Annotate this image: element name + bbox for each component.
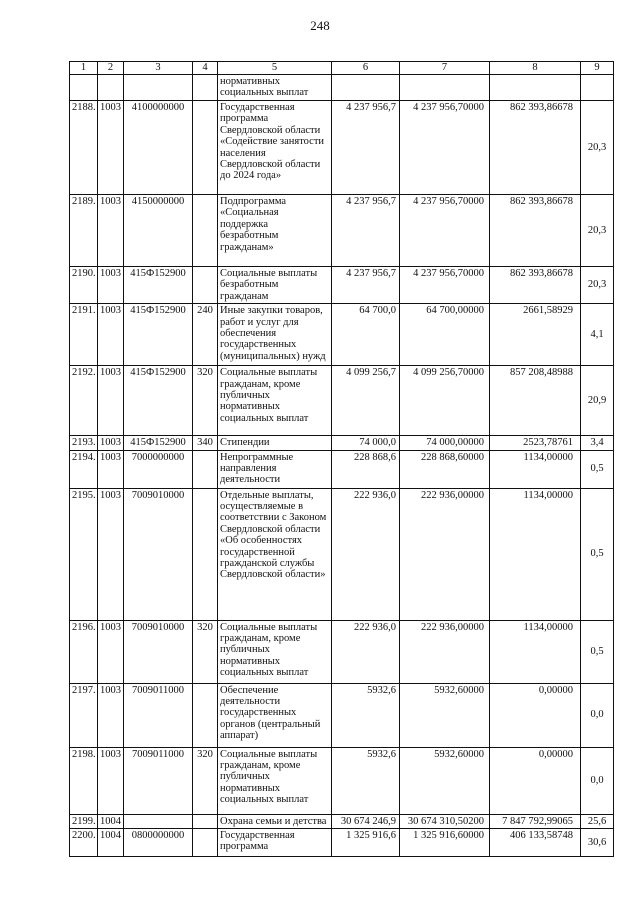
table-row [70, 101, 614, 195]
table-cell-c1: 2191. [70, 304, 98, 366]
table-cell-c9: 3,4 [581, 436, 614, 450]
table-cell-c3 [124, 814, 193, 828]
table-row [70, 267, 614, 304]
table-cell-c8: 862 393,86678 [490, 195, 581, 267]
budget-table [69, 61, 614, 857]
table-cell-c9: 20,3 [581, 267, 614, 304]
table-cell-c1: 2197. [70, 683, 98, 747]
table-row [70, 620, 614, 683]
table-cell-c1: 2195. [70, 488, 98, 620]
table-cell-c6: 74 000,0 [332, 436, 400, 450]
table-cell-c6: 4 099 256,7 [332, 366, 400, 436]
table-cell-c4 [193, 101, 218, 195]
table-cell-c3: 415Ф152900 [124, 436, 193, 450]
table-cell-c2: 1003 [98, 366, 124, 436]
table-cell-c5: Государственная программа Свердловской области «Содействие занятости населения Свердловской области до 2024 года» [218, 101, 332, 195]
table-cell-c8: 1134,00000 [490, 620, 581, 683]
table-cell-c4: 340 [193, 436, 218, 450]
header-col-5: 5 [218, 62, 332, 75]
table-body [70, 75, 614, 857]
table-cell-c1: 2188. [70, 101, 98, 195]
table-row [70, 683, 614, 747]
table-cell-c6 [332, 75, 400, 101]
table-cell-c4 [193, 814, 218, 828]
table-cell-c2: 1003 [98, 450, 124, 488]
table-cell-c1: 2190. [70, 267, 98, 304]
table-row [70, 829, 614, 857]
page-number: 248 [310, 18, 330, 33]
table-cell-c8: 2523,78761 [490, 436, 581, 450]
table-cell-c3 [124, 75, 193, 101]
table-cell-c2: 1003 [98, 304, 124, 366]
table-cell-c8 [490, 75, 581, 101]
header-col-3: 3 [124, 62, 193, 75]
table-cell-c5: Непрограммные направления деятельности [218, 450, 332, 488]
table-cell-c3: 415Ф152900 [124, 366, 193, 436]
table-cell-c5: нормативных социальных выплат [218, 75, 332, 101]
table-cell-c1: 2200. [70, 829, 98, 857]
table-cell-c6: 64 700,0 [332, 304, 400, 366]
table-row [70, 436, 614, 450]
table-cell-c2: 1003 [98, 195, 124, 267]
table-cell-c2: 1003 [98, 488, 124, 620]
table-cell-c2: 1004 [98, 829, 124, 857]
table-cell-c4: 320 [193, 620, 218, 683]
table-cell-c4 [193, 267, 218, 304]
table-cell-c9: 0,5 [581, 450, 614, 488]
table-cell-c6: 4 237 956,7 [332, 195, 400, 267]
table-cell-c6: 1 325 916,6 [332, 829, 400, 857]
table-cell-c7: 74 000,00000 [400, 436, 490, 450]
table-cell-c6: 30 674 246,9 [332, 814, 400, 828]
header-col-9: 9 [581, 62, 614, 75]
table-cell-c1: 2189. [70, 195, 98, 267]
table-cell-c6: 5932,6 [332, 747, 400, 814]
table-row [70, 814, 614, 828]
header-col-1: 1 [70, 62, 98, 75]
table-cell-c2 [98, 75, 124, 101]
table-cell-c5: Отдельные выплаты, осуществляемые в соответствии с Законом Свердловской области «Об особенностях государственной гражданской службы Свердловской области» [218, 488, 332, 620]
table-cell-c3: 7009011000 [124, 683, 193, 747]
table-cell-c4: 240 [193, 304, 218, 366]
table-cell-c6: 4 237 956,7 [332, 267, 400, 304]
table-cell-c8: 1134,00000 [490, 450, 581, 488]
header-col-8: 8 [490, 62, 581, 75]
table-cell-c1 [70, 75, 98, 101]
table-cell-c5: Социальные выплаты безработным гражданам [218, 267, 332, 304]
table-cell-c4 [193, 488, 218, 620]
table-cell-c5: Государственная программа [218, 829, 332, 857]
table-cell-c8: 0,00000 [490, 683, 581, 747]
table-cell-c2: 1003 [98, 747, 124, 814]
table-cell-c7: 4 237 956,70000 [400, 267, 490, 304]
header-col-4: 4 [193, 62, 218, 75]
table-cell-c7: 222 936,00000 [400, 488, 490, 620]
table-cell-c4 [193, 829, 218, 857]
table-header-row [70, 62, 614, 75]
table-cell-c7 [400, 75, 490, 101]
table-cell-c9: 0,5 [581, 488, 614, 620]
table-cell-c7: 228 868,60000 [400, 450, 490, 488]
table-cell-c3: 7009010000 [124, 488, 193, 620]
table-cell-c2: 1003 [98, 683, 124, 747]
table-cell-c7: 5932,60000 [400, 683, 490, 747]
table-cell-c2: 1003 [98, 436, 124, 450]
table-cell-c6: 222 936,0 [332, 620, 400, 683]
table-cell-c5: Обеспечение деятельности государственных органов (центральный аппарат) [218, 683, 332, 747]
table-cell-c8: 2661,58929 [490, 304, 581, 366]
table-cell-c8: 857 208,48988 [490, 366, 581, 436]
table-cell-c1: 2199. [70, 814, 98, 828]
table-cell-c8: 406 133,58748 [490, 829, 581, 857]
table-cell-c1: 2196. [70, 620, 98, 683]
table-cell-c9: 30,6 [581, 829, 614, 857]
table-cell-c6: 5932,6 [332, 683, 400, 747]
table-row [70, 75, 614, 101]
table-cell-c4 [193, 75, 218, 101]
table-cell-c9: 4,1 [581, 304, 614, 366]
table-cell-c4 [193, 683, 218, 747]
table-cell-c4: 320 [193, 366, 218, 436]
header-col-2: 2 [98, 62, 124, 75]
table-row [70, 747, 614, 814]
table-cell-c6: 4 237 956,7 [332, 101, 400, 195]
table-cell-c8: 862 393,86678 [490, 101, 581, 195]
table-cell-c5: Иные закупки товаров, работ и услуг для обеспечения государственных (муниципальных) нужд [218, 304, 332, 366]
table-row [70, 304, 614, 366]
table-cell-c3: 7000000000 [124, 450, 193, 488]
table-cell-c3: 415Ф152900 [124, 267, 193, 304]
header-col-6: 6 [332, 62, 400, 75]
table-cell-c4 [193, 195, 218, 267]
table-cell-c9: 20,3 [581, 101, 614, 195]
table-cell-c9: 0,0 [581, 747, 614, 814]
table-cell-c7: 4 237 956,70000 [400, 101, 490, 195]
table-cell-c5: Социальные выплаты гражданам, кроме публичных нормативных социальных выплат [218, 747, 332, 814]
table-cell-c9: 0,5 [581, 620, 614, 683]
table-cell-c6: 228 868,6 [332, 450, 400, 488]
table-cell-c2: 1003 [98, 620, 124, 683]
table-cell-c5: Стипендии [218, 436, 332, 450]
table-cell-c7: 4 099 256,70000 [400, 366, 490, 436]
table-cell-c8: 1134,00000 [490, 488, 581, 620]
table-cell-c2: 1003 [98, 101, 124, 195]
table-cell-c7: 64 700,00000 [400, 304, 490, 366]
table-row [70, 195, 614, 267]
table-row [70, 488, 614, 620]
table-cell-c1: 2194. [70, 450, 98, 488]
table-cell-c8: 7 847 792,99065 [490, 814, 581, 828]
table-row [70, 366, 614, 436]
table-cell-c9: 0,0 [581, 683, 614, 747]
table-cell-c5: Охрана семьи и детства [218, 814, 332, 828]
table-cell-c1: 2198. [70, 747, 98, 814]
table-cell-c3: 415Ф152900 [124, 304, 193, 366]
table-cell-c6: 222 936,0 [332, 488, 400, 620]
table-cell-c3: 0800000000 [124, 829, 193, 857]
table-cell-c9 [581, 75, 614, 101]
table-cell-c9: 25,6 [581, 814, 614, 828]
table-cell-c9: 20,3 [581, 195, 614, 267]
table-cell-c7: 30 674 310,50200 [400, 814, 490, 828]
table-cell-c7: 222 936,00000 [400, 620, 490, 683]
table-cell-c5: Подпрограмма «Социальная поддержка безработным гражданам» [218, 195, 332, 267]
table-cell-c3: 4100000000 [124, 101, 193, 195]
table-cell-c3: 4150000000 [124, 195, 193, 267]
table-cell-c7: 4 237 956,70000 [400, 195, 490, 267]
table-cell-c1: 2192. [70, 366, 98, 436]
table-cell-c5: Социальные выплаты гражданам, кроме публичных нормативных социальных выплат [218, 620, 332, 683]
table-cell-c3: 7009011000 [124, 747, 193, 814]
table-cell-c7: 1 325 916,60000 [400, 829, 490, 857]
table-cell-c2: 1003 [98, 267, 124, 304]
table-cell-c1: 2193. [70, 436, 98, 450]
table-cell-c7: 5932,60000 [400, 747, 490, 814]
table-cell-c8: 862 393,86678 [490, 267, 581, 304]
header-col-7: 7 [400, 62, 490, 75]
table-cell-c9: 20,9 [581, 366, 614, 436]
table-cell-c5: Социальные выплаты гражданам, кроме публичных нормативных социальных выплат [218, 366, 332, 436]
table-row [70, 450, 614, 488]
table-cell-c8: 0,00000 [490, 747, 581, 814]
table-cell-c3: 7009010000 [124, 620, 193, 683]
table-cell-c2: 1004 [98, 814, 124, 828]
table-cell-c4: 320 [193, 747, 218, 814]
table-cell-c4 [193, 450, 218, 488]
